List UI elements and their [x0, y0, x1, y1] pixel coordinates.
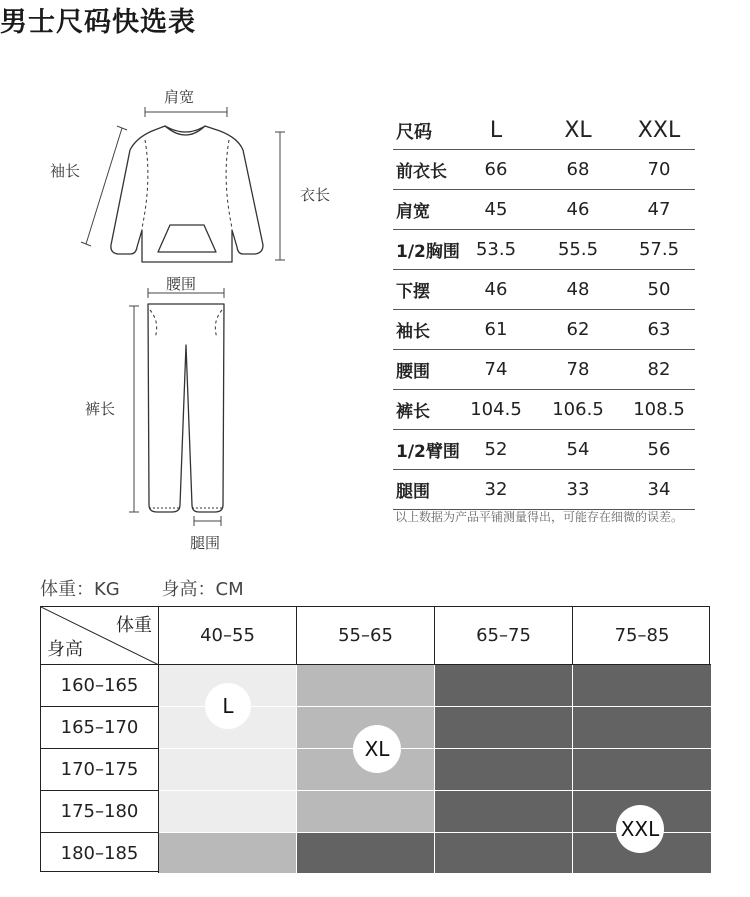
page-title: 男士尺码快选表 [0, 7, 196, 38]
row-label: 下摆 [396, 282, 430, 302]
row-label: 腰围 [396, 362, 430, 382]
row-label: 前衣长 [396, 162, 447, 182]
row-value: 53.5 [475, 239, 517, 260]
row-value: 57.5 [638, 239, 680, 260]
size-header-xxl: XXL [637, 118, 681, 143]
matrix-cell [297, 791, 435, 833]
thigh-label: 腿围 [190, 534, 221, 552]
weight-header: 65–75 [435, 607, 573, 665]
row-label: 1/2胸围 [396, 242, 460, 262]
table-row [393, 150, 695, 190]
size-matrix [40, 606, 710, 872]
row-value: 46 [566, 199, 590, 220]
weight-header: 75–85 [573, 607, 711, 665]
pants-outline [148, 304, 224, 512]
matrix-cell [297, 665, 435, 707]
matrix-cell [573, 707, 711, 749]
row-value: 106.5 [552, 399, 604, 420]
matrix-cell [159, 791, 297, 833]
row-value: 66 [484, 159, 508, 180]
size-header-label: 尺码 [396, 121, 432, 143]
row-value: 61 [484, 319, 508, 340]
weight-unit: 体重：KG [40, 579, 120, 600]
shirt-outline [111, 126, 263, 262]
length-label: 衣长 [300, 186, 331, 204]
sleeve-label: 袖长 [50, 162, 81, 180]
height-header: 170–175 [41, 749, 159, 791]
matrix-cell [297, 833, 435, 873]
corner-height: 身高 [47, 639, 83, 660]
row-label: 肩宽 [396, 202, 430, 222]
row-value: 63 [647, 319, 671, 340]
table-row [393, 470, 695, 510]
table-row [393, 350, 695, 390]
row-label: 裤长 [396, 402, 430, 422]
row-value: 68 [566, 159, 590, 180]
height-header: 160–165 [41, 665, 159, 707]
matrix-corner [41, 607, 159, 665]
matrix-cell [435, 749, 573, 791]
shoulder-label: 肩宽 [164, 88, 195, 106]
row-value: 82 [647, 359, 671, 380]
row-value: 32 [484, 479, 508, 500]
matrix-cell [159, 749, 297, 791]
table-row [393, 230, 695, 270]
row-value: 74 [484, 359, 508, 380]
row-value: 34 [647, 479, 671, 500]
weight-header: 40–55 [159, 607, 297, 665]
row-value: 45 [484, 199, 508, 220]
row-value: 46 [484, 279, 508, 300]
matrix-cell [435, 665, 573, 707]
size-header-xl: XL [564, 118, 592, 143]
matrix-units [40, 575, 280, 601]
row-value: 54 [566, 439, 590, 460]
matrix-cell [573, 665, 711, 707]
row-value: 55.5 [557, 239, 599, 260]
row-label: 袖长 [396, 322, 430, 342]
pants-length-label: 裤长 [85, 400, 116, 418]
row-value: 62 [566, 319, 590, 340]
matrix-cell [435, 833, 573, 873]
height-unit: 身高：CM [161, 579, 244, 600]
row-value: 78 [566, 359, 590, 380]
row-value: 70 [647, 159, 671, 180]
measurement-note: 以上数据为产品平铺测量得出，可能存在细微的误差。 [395, 510, 684, 524]
matrix-cell [435, 791, 573, 833]
row-value: 48 [566, 279, 590, 300]
table-row [393, 270, 695, 310]
table-row [393, 430, 695, 470]
row-value: 52 [484, 439, 508, 460]
size-badge-l: L [205, 683, 251, 729]
size-table [393, 112, 695, 510]
row-value: 47 [647, 199, 671, 220]
matrix-cell [159, 833, 297, 873]
table-row [393, 310, 695, 350]
size-badge-xl: XL [353, 725, 401, 773]
row-label: 1/2臂围 [396, 442, 460, 462]
table-row [393, 190, 695, 230]
row-value: 104.5 [470, 399, 522, 420]
row-value: 50 [647, 279, 671, 300]
weight-header: 55–65 [297, 607, 435, 665]
size-badge-xxl: XXL [616, 805, 664, 853]
size-header-l: L [489, 118, 503, 143]
height-header: 165–170 [41, 707, 159, 749]
row-label: 腿围 [396, 482, 430, 502]
waist-label: 腰围 [166, 275, 197, 293]
table-row [393, 390, 695, 430]
row-value: 108.5 [633, 399, 685, 420]
size-table-header [393, 112, 695, 150]
height-header: 180–185 [41, 833, 159, 873]
row-value: 56 [647, 439, 671, 460]
corner-weight: 体重 [116, 615, 152, 636]
row-value: 33 [566, 479, 590, 500]
height-header: 175–180 [41, 791, 159, 833]
matrix-cell [435, 707, 573, 749]
matrix-cell [573, 749, 711, 791]
